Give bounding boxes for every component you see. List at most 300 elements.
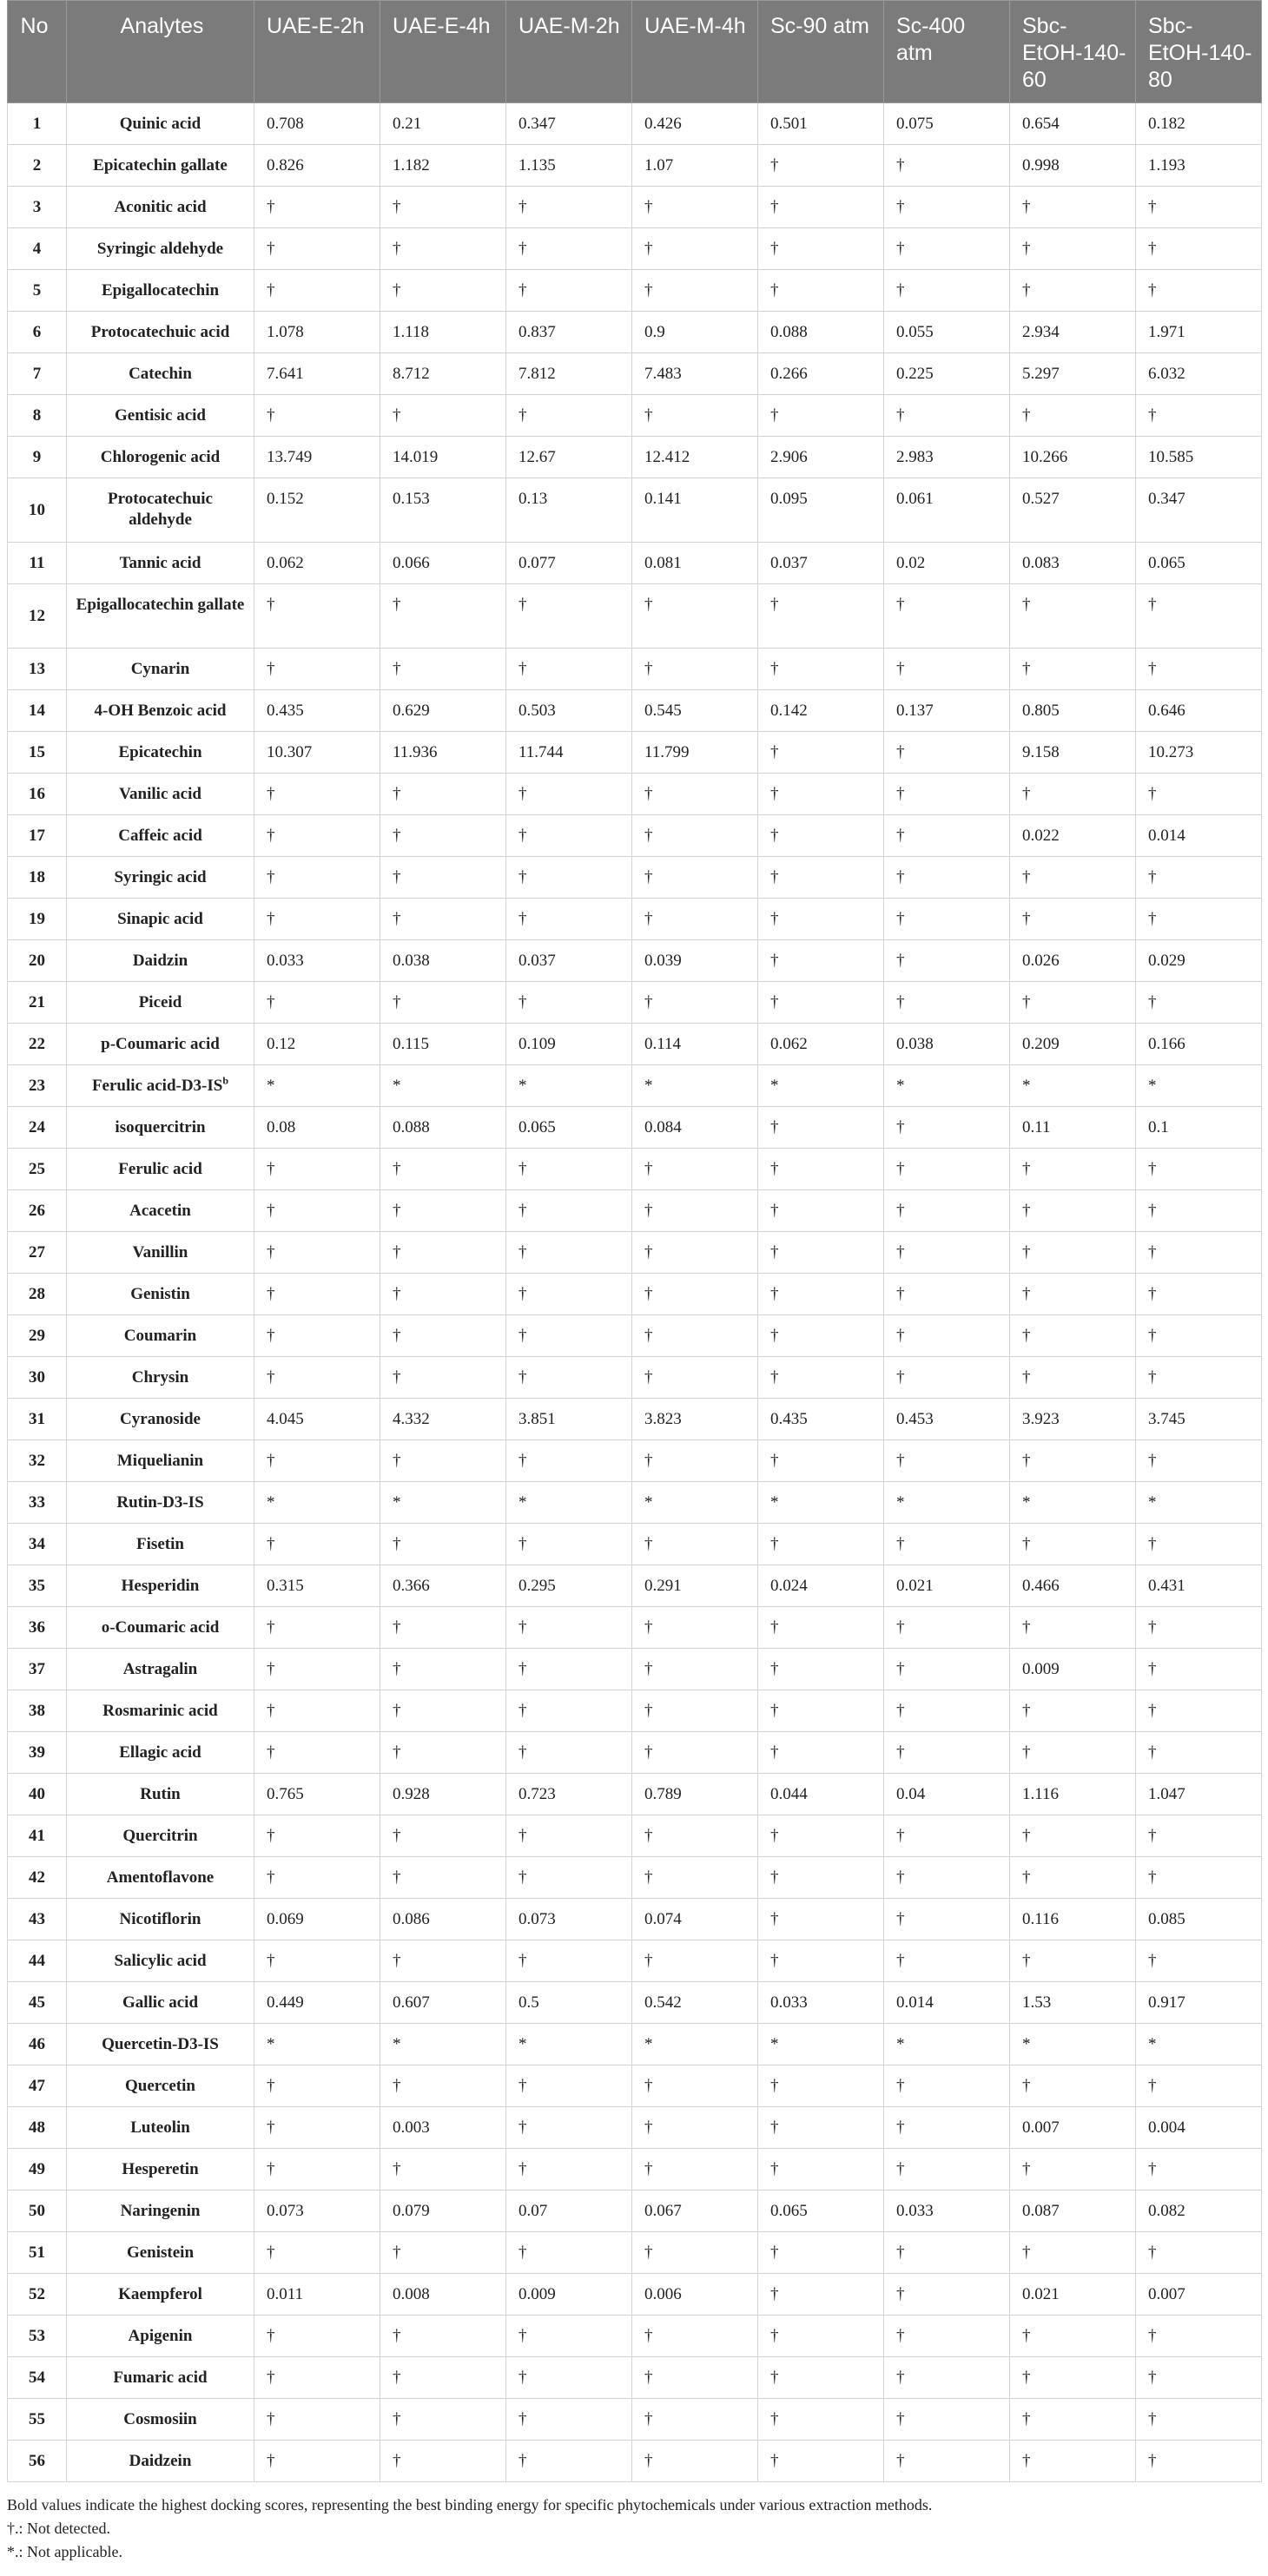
analyte-name [67,2232,254,2274]
analyte-name-text: Naringenin [120,2201,201,2220]
value-cell: † [506,1649,632,1690]
analyte-name [67,1565,254,1607]
value-cell: † [254,2399,380,2441]
value-cell: 0.928 [380,1774,506,1815]
value-cell: † [632,1190,758,1232]
value-cell: 0.501 [758,103,884,145]
value-cell: 10.273 [1136,732,1262,774]
row-number: 13 [8,649,67,690]
value-cell: 0.12 [254,1024,380,1065]
value-cell: † [632,1524,758,1565]
value-cell: † [506,2441,632,2482]
value-cell: † [506,649,632,690]
value-cell: † [758,982,884,1024]
table-row [8,1482,1262,1524]
value-cell: † [632,2107,758,2149]
row-number: 33 [8,1482,67,1524]
value-cell: * [506,1065,632,1107]
analyte-name [67,2399,254,2441]
analyte-name [67,1399,254,1440]
value-cell: * [380,1482,506,1524]
row-number: 32 [8,1440,67,1482]
row-number: 48 [8,2107,67,2149]
value-cell: † [380,1232,506,1274]
value-cell: † [632,2065,758,2107]
analyte-name-text: Quercetin [125,2076,195,2095]
value-cell: † [380,228,506,270]
analyte-name-text: Epicatechin gallate [93,155,228,175]
table-row [8,2441,1262,2482]
value-cell: 0.038 [380,940,506,982]
value-cell: † [254,1357,380,1399]
analyte-name-text: Hesperetin [122,2159,199,2178]
analyte-name-text: Luteolin [130,2118,190,2137]
value-cell: † [758,584,884,649]
analyte-name [67,1440,254,1482]
value-cell: * [506,2024,632,2065]
value-cell: 1.971 [1136,312,1262,353]
value-cell: † [884,2065,1010,2107]
value-cell: † [758,2065,884,2107]
value-cell: † [884,899,1010,940]
value-cell: † [1136,1149,1262,1190]
value-cell: † [254,1607,380,1649]
analyte-name-text: Ellagic acid [119,1743,201,1762]
value-cell: 0.431 [1136,1565,1262,1607]
value-cell: † [254,1524,380,1565]
analyte-name-text: Fumaric acid [113,2368,208,2387]
value-cell: † [1136,228,1262,270]
analyte-name [67,1315,254,1357]
row-number: 31 [8,1399,67,1440]
analyte-name [67,2357,254,2399]
value-cell: † [380,1940,506,1982]
analyte-name [67,690,254,732]
value-cell: † [1136,1440,1262,1482]
analyte-name [67,2441,254,2482]
analyte-name [67,1190,254,1232]
table-row [8,1815,1262,1857]
value-cell: † [758,1274,884,1315]
analyte-name-text: Gallic acid [122,1993,199,2012]
row-number: 1 [8,103,67,145]
value-cell: 0.037 [506,940,632,982]
table-row [8,2232,1262,2274]
value-cell: † [506,1857,632,1899]
table-row [8,1940,1262,1982]
row-number: 40 [8,1774,67,1815]
analyte-name [67,857,254,899]
value-cell: † [1010,1524,1136,1565]
value-cell: † [254,774,380,815]
value-cell: † [758,1857,884,1899]
column-header-uae-e-4h: UAE-E-4h [380,1,506,103]
value-cell: 4.332 [380,1399,506,1440]
value-cell: 0.435 [758,1399,884,1440]
analyte-name [67,1899,254,1940]
value-cell: 0.453 [884,1399,1010,1440]
row-number: 5 [8,270,67,312]
value-cell: † [380,2065,506,2107]
table-row [8,982,1262,1024]
value-cell: † [758,1315,884,1357]
value-cell: † [632,1815,758,1857]
row-number: 23 [8,1065,67,1107]
value-cell: 0.152 [254,478,380,543]
value-cell: 9.158 [1010,732,1136,774]
value-cell: † [632,2149,758,2191]
row-number: 44 [8,1940,67,1982]
value-cell: † [884,2357,1010,2399]
value-cell: † [884,1607,1010,1649]
value-cell: 0.087 [1010,2191,1136,2232]
value-cell: 0.074 [632,1899,758,1940]
table-row [8,649,1262,690]
value-cell: 0.137 [884,690,1010,732]
value-cell: † [254,2065,380,2107]
value-cell: 0.007 [1136,2274,1262,2316]
value-cell: 3.851 [506,1399,632,1440]
value-cell: † [380,1607,506,1649]
value-cell: † [1010,584,1136,649]
value-cell: † [380,187,506,228]
table-row [8,103,1262,145]
value-cell: † [1010,857,1136,899]
value-cell: * [380,1065,506,1107]
value-cell: 0.153 [380,478,506,543]
value-cell: 0.037 [758,543,884,584]
value-cell: † [884,815,1010,857]
value-cell: 0.654 [1010,103,1136,145]
value-cell: 0.021 [1010,2274,1136,2316]
table-body [8,103,1262,2482]
analyte-name [67,899,254,940]
table-row [8,270,1262,312]
analyte-name [67,353,254,395]
value-cell: † [1136,857,1262,899]
value-cell: † [1136,1190,1262,1232]
row-number: 35 [8,1565,67,1607]
value-cell: † [254,1649,380,1690]
column-header-analytes: Analytes [67,1,254,103]
value-cell: † [1136,2065,1262,2107]
value-cell: † [1136,1649,1262,1690]
analyte-name-text: Epigallocatechin gallate [76,596,245,614]
value-cell: † [1136,1607,1262,1649]
table-row [8,857,1262,899]
value-cell: † [506,1315,632,1357]
analyte-name-text: Catechin [129,364,192,383]
value-cell: † [758,1940,884,1982]
value-cell: † [254,1315,380,1357]
value-cell: † [632,2357,758,2399]
column-header-uae-m-4h: UAE-M-4h [632,1,758,103]
value-cell: † [884,1232,1010,1274]
value-cell: † [1136,1690,1262,1732]
analyte-name [67,1732,254,1774]
value-cell: † [884,270,1010,312]
value-cell: 11.744 [506,732,632,774]
value-cell: 0.065 [1136,543,1262,584]
analyte-name-text: Daidzin [132,951,188,970]
table-row [8,2191,1262,2232]
table-row [8,353,1262,395]
value-cell: † [1010,2399,1136,2441]
table-row [8,1065,1262,1107]
value-cell: † [758,1732,884,1774]
value-cell: 0.039 [632,940,758,982]
value-cell: † [758,2399,884,2441]
value-cell: † [506,270,632,312]
analyte-name [67,1690,254,1732]
value-cell: 0.009 [506,2274,632,2316]
value-cell: † [884,2441,1010,2482]
analyte-name-text: Astragalin [122,1659,198,1678]
value-cell: 1.118 [380,312,506,353]
value-cell: † [380,1649,506,1690]
analyte-name-text: Genistein [126,2243,195,2262]
value-cell: † [884,732,1010,774]
value-cell: † [758,2441,884,2482]
value-cell: 0.545 [632,690,758,732]
value-cell: † [1136,584,1262,649]
value-cell: 0.917 [1136,1982,1262,2024]
value-cell: 0.014 [1136,815,1262,857]
table-row [8,2274,1262,2316]
table-row [8,187,1262,228]
value-cell: 0.166 [1136,1024,1262,1065]
value-cell: † [506,187,632,228]
value-cell: † [884,2232,1010,2274]
value-cell: † [1136,2232,1262,2274]
analyte-name [67,187,254,228]
value-cell: 0.07 [506,2191,632,2232]
value-cell: 0.081 [632,543,758,584]
value-cell: 8.712 [380,353,506,395]
value-cell: † [254,1815,380,1857]
table-row [8,2024,1262,2065]
row-number: 34 [8,1524,67,1565]
value-cell: 0.033 [758,1982,884,2024]
analyte-name-text: Ferulic acid [118,1159,202,1178]
value-cell: 3.823 [632,1399,758,1440]
value-cell: * [884,1482,1010,1524]
analyte-name [67,774,254,815]
value-cell: † [758,1440,884,1482]
row-number: 9 [8,437,67,478]
value-cell: 0.009 [1010,1649,1136,1690]
analyte-name-text: Chrysin [131,1367,189,1387]
value-cell: 0.295 [506,1565,632,1607]
value-cell: 0.014 [884,1982,1010,2024]
value-cell: † [1010,1274,1136,1315]
value-cell: † [1010,2149,1136,2191]
row-number: 27 [8,1232,67,1274]
table-row [8,1274,1262,1315]
value-cell: † [632,270,758,312]
value-cell: † [884,857,1010,899]
value-cell: 12.67 [506,437,632,478]
analyte-name-text: isoquercitrin [115,1117,206,1136]
value-cell: † [506,774,632,815]
value-cell: 1.193 [1136,145,1262,187]
value-cell: † [1136,1815,1262,1857]
value-cell: † [1136,2399,1262,2441]
analyte-name-text: Ferulic acid-D3-IS [91,1076,223,1095]
value-cell: 0.607 [380,1982,506,2024]
value-cell: 1.53 [1010,1982,1136,2024]
row-number: 54 [8,2357,67,2399]
value-cell: † [1010,1440,1136,1482]
value-cell: † [1010,1190,1136,1232]
value-cell: † [1136,1732,1262,1774]
value-cell: 0.426 [632,103,758,145]
analyte-name [67,1649,254,1690]
value-cell: † [758,1190,884,1232]
value-cell: † [758,270,884,312]
value-cell: † [632,1357,758,1399]
value-cell: † [1010,1607,1136,1649]
table-row [8,2065,1262,2107]
value-cell: † [1136,187,1262,228]
value-cell: † [1010,1732,1136,1774]
analyte-name [67,584,254,649]
value-cell: † [884,187,1010,228]
table-row [8,1982,1262,2024]
value-cell: 0.003 [380,2107,506,2149]
value-cell: † [254,1274,380,1315]
value-cell: † [1010,1815,1136,1857]
value-cell: † [1010,1940,1136,1982]
value-cell: 0.366 [380,1565,506,1607]
value-cell: 0.062 [254,543,380,584]
row-number: 16 [8,774,67,815]
footnote-bold-values: Bold values indicate the highest docking scores, representing the best binding energy for specific phytochemicals under various extraction methods. [7,2496,933,2513]
analyte-name-text: Aconitic acid [114,197,207,216]
value-cell: † [632,899,758,940]
row-number: 26 [8,1190,67,1232]
table-row [8,543,1262,584]
table-row [8,1232,1262,1274]
value-cell: † [380,1732,506,1774]
value-cell: * [884,1065,1010,1107]
value-cell: † [1010,2316,1136,2357]
footnote-marker: b [222,1074,229,1087]
value-cell: † [758,1815,884,1857]
analyte-name [67,2024,254,2065]
value-cell: † [1136,2149,1262,2191]
value-cell: † [506,815,632,857]
analyte-name [67,228,254,270]
value-cell: 6.032 [1136,353,1262,395]
value-cell: † [380,2399,506,2441]
value-cell: † [884,1149,1010,1190]
value-cell: 7.483 [632,353,758,395]
value-cell: † [380,270,506,312]
value-cell: 0.826 [254,145,380,187]
value-cell: † [1010,2357,1136,2399]
value-cell: * [1136,1065,1262,1107]
value-cell: 0.022 [1010,815,1136,857]
analyte-name-text: 4-OH Benzoic acid [94,701,227,720]
row-number: 8 [8,395,67,437]
table-row [8,1607,1262,1649]
analyte-name [67,1107,254,1149]
value-cell: † [254,2107,380,2149]
value-cell: † [254,1440,380,1482]
value-cell: 0.024 [758,1565,884,1607]
value-cell: † [1136,1940,1262,1982]
analyte-name-text: Rutin [140,1784,181,1803]
row-number: 52 [8,2274,67,2316]
value-cell: † [506,1440,632,1482]
value-cell: 0.02 [884,543,1010,584]
row-number: 21 [8,982,67,1024]
value-cell: † [884,2399,1010,2441]
row-number: 30 [8,1357,67,1399]
value-cell: * [1010,1065,1136,1107]
value-cell: 0.182 [1136,103,1262,145]
row-number: 41 [8,1815,67,1857]
row-number: 36 [8,1607,67,1649]
table-row [8,815,1262,857]
footnote-not-applicable: *.: Not applicable. [7,2543,122,2560]
row-number: 42 [8,1857,67,1899]
value-cell: 10.585 [1136,437,1262,478]
value-cell: † [884,940,1010,982]
value-cell: * [632,2024,758,2065]
value-cell: 0.004 [1136,2107,1262,2149]
analyte-name [67,2065,254,2107]
table-row [8,1690,1262,1732]
row-number: 4 [8,228,67,270]
value-cell: † [1010,1690,1136,1732]
column-header-sbc-etoh-140-80: Sbc-EtOH-140-80 [1136,1,1262,103]
value-cell: † [254,1732,380,1774]
analyte-name [67,543,254,584]
value-cell: 0.044 [758,1774,884,1815]
value-cell: † [758,1232,884,1274]
value-cell: 0.629 [380,690,506,732]
row-number: 28 [8,1274,67,1315]
analyte-name [67,1024,254,1065]
value-cell: † [1010,2065,1136,2107]
value-cell: 0.011 [254,2274,380,2316]
value-cell: † [758,2316,884,2357]
value-cell: 0.079 [380,2191,506,2232]
table-row [8,1190,1262,1232]
analyte-name-text: Quinic acid [119,114,201,133]
table-row [8,312,1262,353]
value-cell: † [254,815,380,857]
value-cell: † [758,815,884,857]
analyte-name [67,982,254,1024]
value-cell: † [632,1232,758,1274]
value-cell: † [1136,774,1262,815]
table-row [8,690,1262,732]
value-cell: † [380,1524,506,1565]
value-cell: 0.066 [380,543,506,584]
value-cell: † [758,395,884,437]
value-cell: † [758,1607,884,1649]
value-cell: † [758,228,884,270]
value-cell: 0.088 [758,312,884,353]
row-number: 43 [8,1899,67,1940]
value-cell: † [758,1357,884,1399]
table-row [8,1107,1262,1149]
value-cell: 2.906 [758,437,884,478]
value-cell: † [1136,1857,1262,1899]
